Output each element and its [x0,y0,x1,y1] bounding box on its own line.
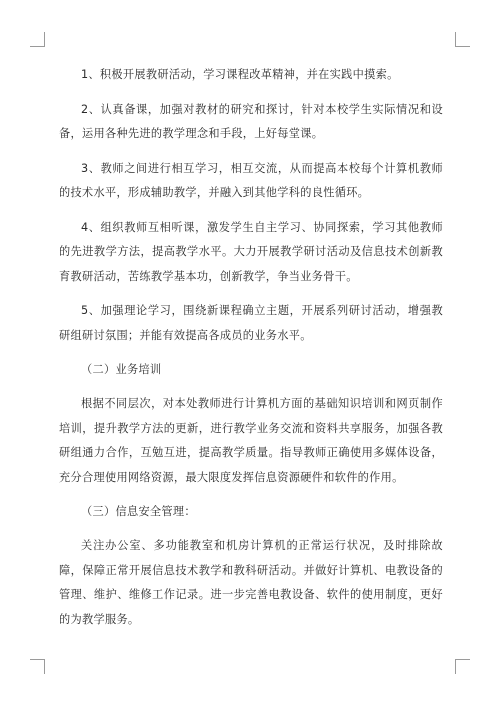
paragraph-item-1: 1、积极开展教研活动，学习课程改革精神，并在实践中摸索。 [81,68,399,81]
crop-mark-top-right [455,32,470,47]
crop-mark-bottom-right [455,659,470,674]
document-body [59,63,443,642]
paragraph-item-3: 3、教师之间进行相互学习，相互交流，从而提高本校每个计算机教师的技术水平，形成辅助教学，并融入到其他学科的良性循环。 [59,161,443,199]
paragraph-security: 关注办公室、多功能教室和机房计算机的正常运行状况，及时排除故障，保障正常开展信息技术教学和教科研活动。并做好计算机、电教设备的管理、维护、维修工作记录。进一步完善电教设备、软件的使用制度，更好的为教学服务。 [59,539,443,626]
section-heading-security: （三）信息安全管理： [81,505,196,518]
crop-mark-bottom-left [30,659,45,674]
paragraph-item-2: 2、认真备课，加强对教材的研究和探讨，针对本校学生实际情况和设备，运用各种先进的教学理念和手段，上好每堂课。 [59,102,443,140]
crop-mark-top-left [30,32,45,47]
paragraph-training: 根据不同层次，对本处教师进行计算机方面的基础知识培训和网页制作培训，提升教学方法的更新，进行教学业务交流和资料共享服务，加强各教研组通力合作，互勉互进，提高教学质量。指导教师正确使用多媒体设备，充分合理使用网络资源，最大限度发挥信息资源硬件和软件的作用。 [59,397,443,484]
section-heading-training: （二）业务培训 [81,363,162,376]
paragraph-item-4: 4、组织教师互相听课，激发学生自主学习、协同探索，学习其他教师的先进教学方法，提高教学水平。大力开展教学研讨活动及信息技术创新教育教研活动，苦练教学基本功，创新教学，争当业务骨干。 [59,220,443,283]
paragraph-item-5: 5、加强理论学习，围绕新课程确立主题，开展系列研讨活动，增强教研组研讨氛围；并能有效提高各成员的业务水平。 [59,304,443,342]
